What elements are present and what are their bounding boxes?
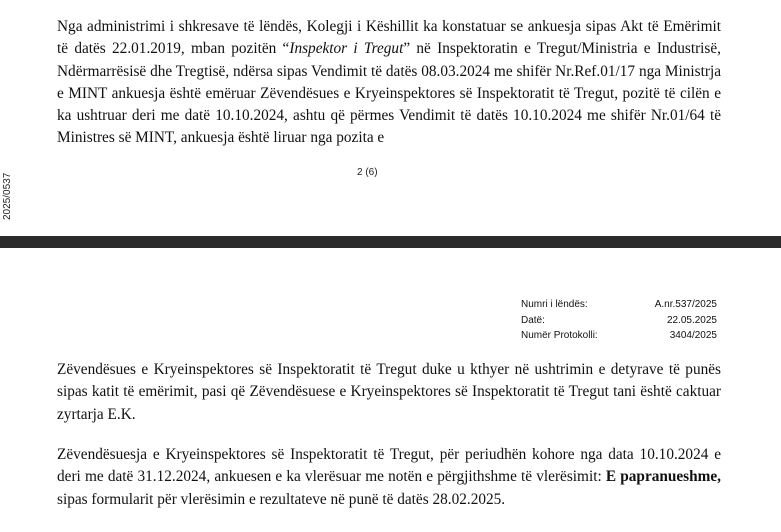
- meta-row-protocol: [521, 328, 717, 344]
- body-paragraph: Zëvendësues e Kryeinspektores së Inspektoratit të Tregut duke u kthyer në ushtrimin e detyrave të punës sipas katit të emërimit, pasi që Zëvendësuese e Kryeinspektores së Inspektoratit të Tregut tani është caktuar zyrtarja E.K.: [57, 361, 721, 423]
- grade-bold: E papranueshme,: [605, 468, 721, 486]
- page-separator: [0, 236, 781, 248]
- meta-value: 22.05.2025: [666, 314, 717, 326]
- paragraph-text: sipas formularit për vlerësimin e rezultateve në punë të datës 28.02.2025.: [57, 490, 506, 508]
- meta-label: Numër Protokolli:: [521, 330, 598, 341]
- case-metadata: [521, 297, 717, 344]
- meta-value: A.nr.537/2025: [654, 299, 717, 310]
- position-title-italic: Inspektor i Tregut: [289, 40, 404, 58]
- meta-label: Numri i lëndës:: [521, 299, 588, 310]
- meta-value: 3404/2025: [669, 330, 717, 341]
- paragraph-text: ” në Inspektoratin e Tregut/Ministria e Industrisë, Ndërmarrësisë dhe Tregtisë, ndërsa sipas Vendimit të datës 08.03.2024 me shifër Nr.Ref.01/17 nga Ministrja e MINT ankuesja është emëruar Zëvendësues e Kryeinspektores së Inspektoratit të Tregut, pozitë të cilën e ka ushtruar deri me datë 10.10.2024, ashtu që përmes Vendimit të datës 10.10.2024 me shifër Nr.01/64 të Ministres së MINT, ankuesja është liruar nga pozita e: [57, 40, 721, 147]
- paragraph-text: Nga administrimi i shkresave të lëndës, Kolegji i Këshillit ka konstatuar se ankuesja sipas Akt të Emërimit të datës 22.01.2019, mban pozitën “: [57, 18, 721, 58]
- side-case-code: 2025/0537: [2, 172, 13, 220]
- meta-row-case-number: [521, 297, 717, 313]
- paragraph-text: Zëvendësuesja e Kryeinspektores së Inspektoratit të Tregut, për periudhën kohore nga data 10.10.2024 e deri me datë 31.12.2024, ankuesen e ka vlerësuar me notën e përgjithshme të vlerësimit:: [57, 446, 721, 486]
- page-number: 2 (6): [357, 167, 378, 178]
- body-paragraph: [57, 16, 721, 150]
- body-paragraph: [57, 444, 721, 511]
- meta-label: Datë:: [521, 314, 545, 326]
- meta-row-date: [521, 313, 717, 329]
- document-page-top: [0, 0, 781, 236]
